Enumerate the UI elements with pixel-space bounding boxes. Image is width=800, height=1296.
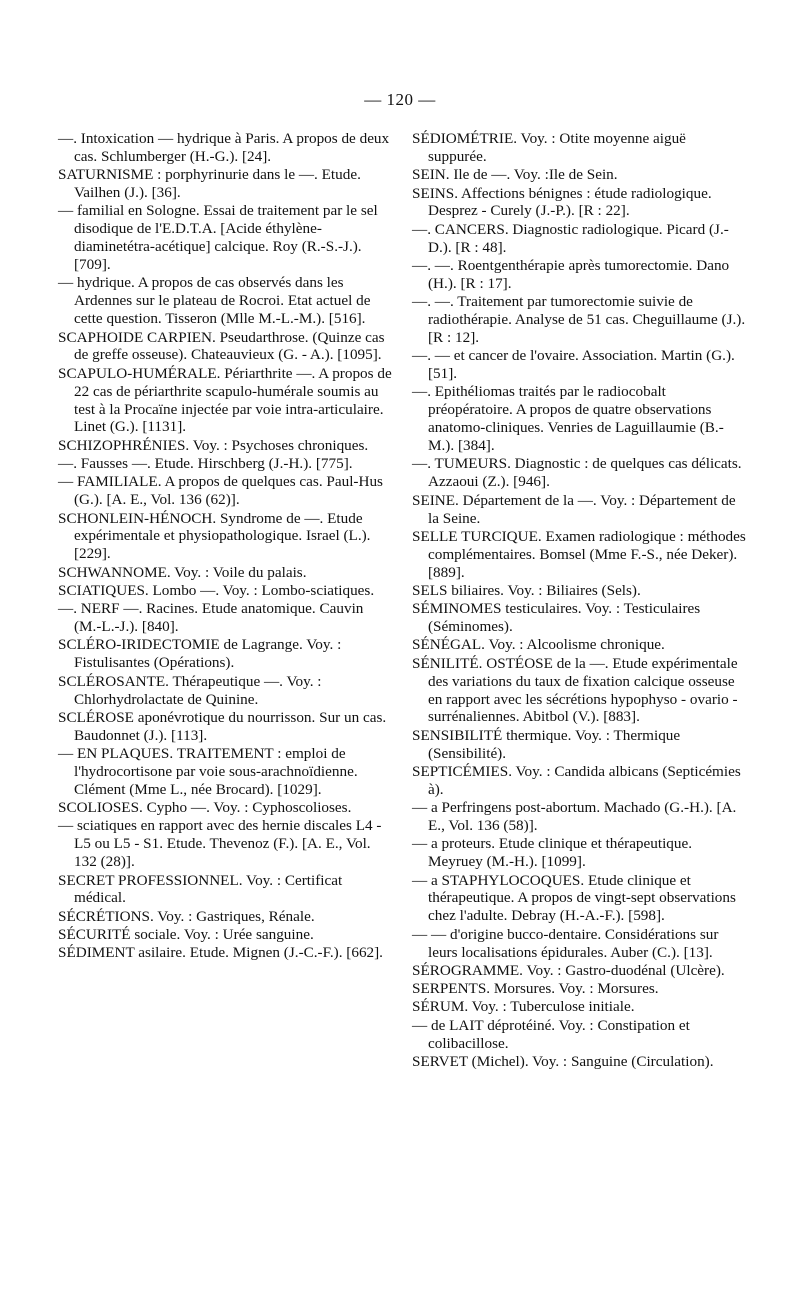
index-entry: — a proteurs. Etude clinique et thérapeutique. Meyruey (M.-H.). [1099]. [412,835,693,871]
index-entry: SEPTICÉMIES. Voy. : Candida albicans (Septicémies à). [412,762,741,798]
index-entry: —. NERF —. Racines. Etude anatomique. Cauvin (M.-L.-J.). [840]. [58,600,364,636]
index-entry: — de LAIT déprotéiné. Voy. : Constipation et colibacillose. [412,1016,690,1052]
index-entry: SCHIZOPHRÉNIES. Voy. : Psychoses chroniques. [58,436,369,454]
index-entry: SCAPULO-HUMÉRALE. Périarthrite —. A propos de 22 cas de périarthrite scapulo-humérale soumis au test à la Procaïne injectée par voie intra-articulaire. Linet (G.). [1131]. [58,364,392,436]
index-entry: SCLÉROSE aponévrotique du nourrisson. Sur un cas. Baudonnet (J.). [113]. [58,708,387,744]
index-entry: — hydrique. A propos de cas observés dans les Ardennes sur le plateau de Rocroi. Etat actuel de cette question. Tisseron (Mlle M.-L.-M.). [516]. [58,274,371,328]
index-entry: SCHWANNOME. Voy. : Voile du palais. [58,563,307,581]
index-entry: SEIN. Ile de —. Voy. :Ile de Sein. [412,166,618,184]
index-entry: SÉNILITÉ. OSTÉOSE de la —. Etude expérimentale des variations du taux de fixation calcique osseuse en rapport avec les sécrétions hypophyso - ovario - surrénaliennes. Abitbol (V.). [883]. [412,654,738,726]
index-entry: SEINE. Département de la —. Voy. : Département de la Seine. [412,491,736,527]
index-entry: — a STAPHYLOCOQUES. Etude clinique et thérapeutique. A propos de vingt-sept observations chez l'adulte. Debray (H.-A.-F.). [598]. [412,871,736,925]
index-entry: SCLÉRO-IRIDECTOMIE de Lagrange. Voy. : Fistulisantes (Opérations). [58,636,342,672]
index-entry: —. — et cancer de l'ovaire. Association. Martin (G.). [51]. [412,347,735,383]
index-entry: SÉDIMENT asilaire. Etude. Mignen (J.-C.-F.). [662]. [58,944,383,962]
index-entry: — familial en Sologne. Essai de traitement par le sel disodique de l'E.D.T.A. [Acide éthylène-diaminetétra-acétique] calcique. Roy (R.-S.-J.). [709]. [58,202,378,274]
index-entry: — — d'origine bucco-dentaire. Considérations sur leurs localisations épidurales. Auber (C.). [13]. [412,925,719,961]
index-entry: —. TUMEURS. Diagnostic : de quelques cas délicats. Azzaoui (Z.). [946]. [412,455,742,491]
index-entry: SCIATIQUES. Lombo —. Voy. : Lombo-sciatiques. [58,581,375,599]
index-entry: SENSIBILITÉ thermique. Voy. : Thermique (Sensibilité). [412,726,681,762]
index-entry: SÉCRÉTIONS. Voy. : Gastriques, Rénale. [58,907,315,925]
index-entry: —. —. Traitement par tumorectomie suivie de radiothérapie. Analyse de 51 cas. Cheguillaume (J.). [R : 12]. [412,293,746,346]
index-entry: SÉROGRAMME. Voy. : Gastro-duodénal (Ulcère). [412,961,725,979]
index-entry: SÉNÉGAL. Voy. : Alcoolisme chronique. [412,636,665,654]
index-entry: SÉRUM. Voy. : Tuberculose initiale. [412,998,635,1016]
index-entry: —. Epithéliomas traités par le radiocobalt préopératoire. A propos de quatre observations anatomo-cliniques. Venries de Laguillaumie (B.-M.). [384]. [412,383,724,455]
index-entry: SÉMINOMES testiculaires. Voy. : Testiculaires (Séminomes). [412,600,701,636]
index-entry: SÉDIOMÉTRIE. Voy. : Otite moyenne aiguë suppurée. [412,130,686,165]
index-entry: SEINS. Affections bénignes : étude radiologique. Desprez - Curely (J.-P.). [R : 22]. [412,184,712,220]
index-entry: SECRET PROFESSIONNEL. Voy. : Certificat médical. [58,871,343,907]
page-number: — 120 — [364,90,436,109]
index-entry: —. CANCERS. Diagnostic radiologique. Picard (J.-D.). [R : 48]. [412,220,729,256]
index-entry: —. —. Roentgenthérapie après tumorectomie. Dano (H.). [R : 17]. [412,256,730,292]
index-entry: —. Fausses —. Etude. Hirschberg (J.-H.). [775]. [58,455,353,473]
index-entry: SCHONLEIN-HÉNOCH. Syndrome de —. Etude expérimentale et physiopathologique. Israel (L.). [229]. [58,509,371,563]
index-entry: — EN PLAQUES. TRAITEMENT : emploi de l'hydrocortisone par voie sous-arachnoïdienne. Clément (Mme L., née Brocard). [1029]. [58,745,358,798]
index-entry: —. Intoxication — hydrique à Paris. A propos de deux cas. Schlumberger (H.-G.). [24]. [58,130,390,165]
index-entry: SCAPHOIDE CARPIEN. Pseudarthrose. (Quinze cas de greffe osseuse). Chateauvieux (G. - A.). [1095]. [58,328,385,364]
index-entry: SÉCURITÉ sociale. Voy. : Urée sanguine. [58,926,314,944]
index-entry: SCLÉROSANTE. Thérapeutique —. Voy. : Chlorhydrolactate de Quinine. [58,672,322,708]
index-entry: — sciatiques en rapport avec des hernie discales L4 - L5 ou L5 - S1. Etude. Thevenoz (F.). [A. E., Vol. 132 (28)]. [58,817,382,871]
index-entry: — a Perfringens post-abortum. Machado (G.-H.). [A. E., Vol. 136 (58)]. [412,799,737,835]
index-entry: SERVET (Michel). Voy. : Sanguine (Circulation). [412,1052,714,1070]
index-entry: — FAMILIALE. A propos de quelques cas. Paul-Hus (G.). [A. E., Vol. 136 (62)]. [58,473,383,509]
index-entry: SELS biliaires. Voy. : Biliaires (Sels). [412,581,641,599]
index-entry: SERPENTS. Morsures. Voy. : Morsures. [412,980,659,998]
index-entry: SATURNISME : porphyrinurie dans le —. Etude. Vailhen (J.). [36]. [58,166,361,202]
left-index-column [58,130,392,963]
index-entry: SELLE TURCIQUE. Examen radiologique : méthodes complémentaires. Bomsel (Mme F.-S., née Deker). [889]. [412,527,746,581]
right-index-column [412,130,746,1071]
index-entry: SCOLIOSES. Cypho —. Voy. : Cyphoscolioses. [58,799,352,817]
